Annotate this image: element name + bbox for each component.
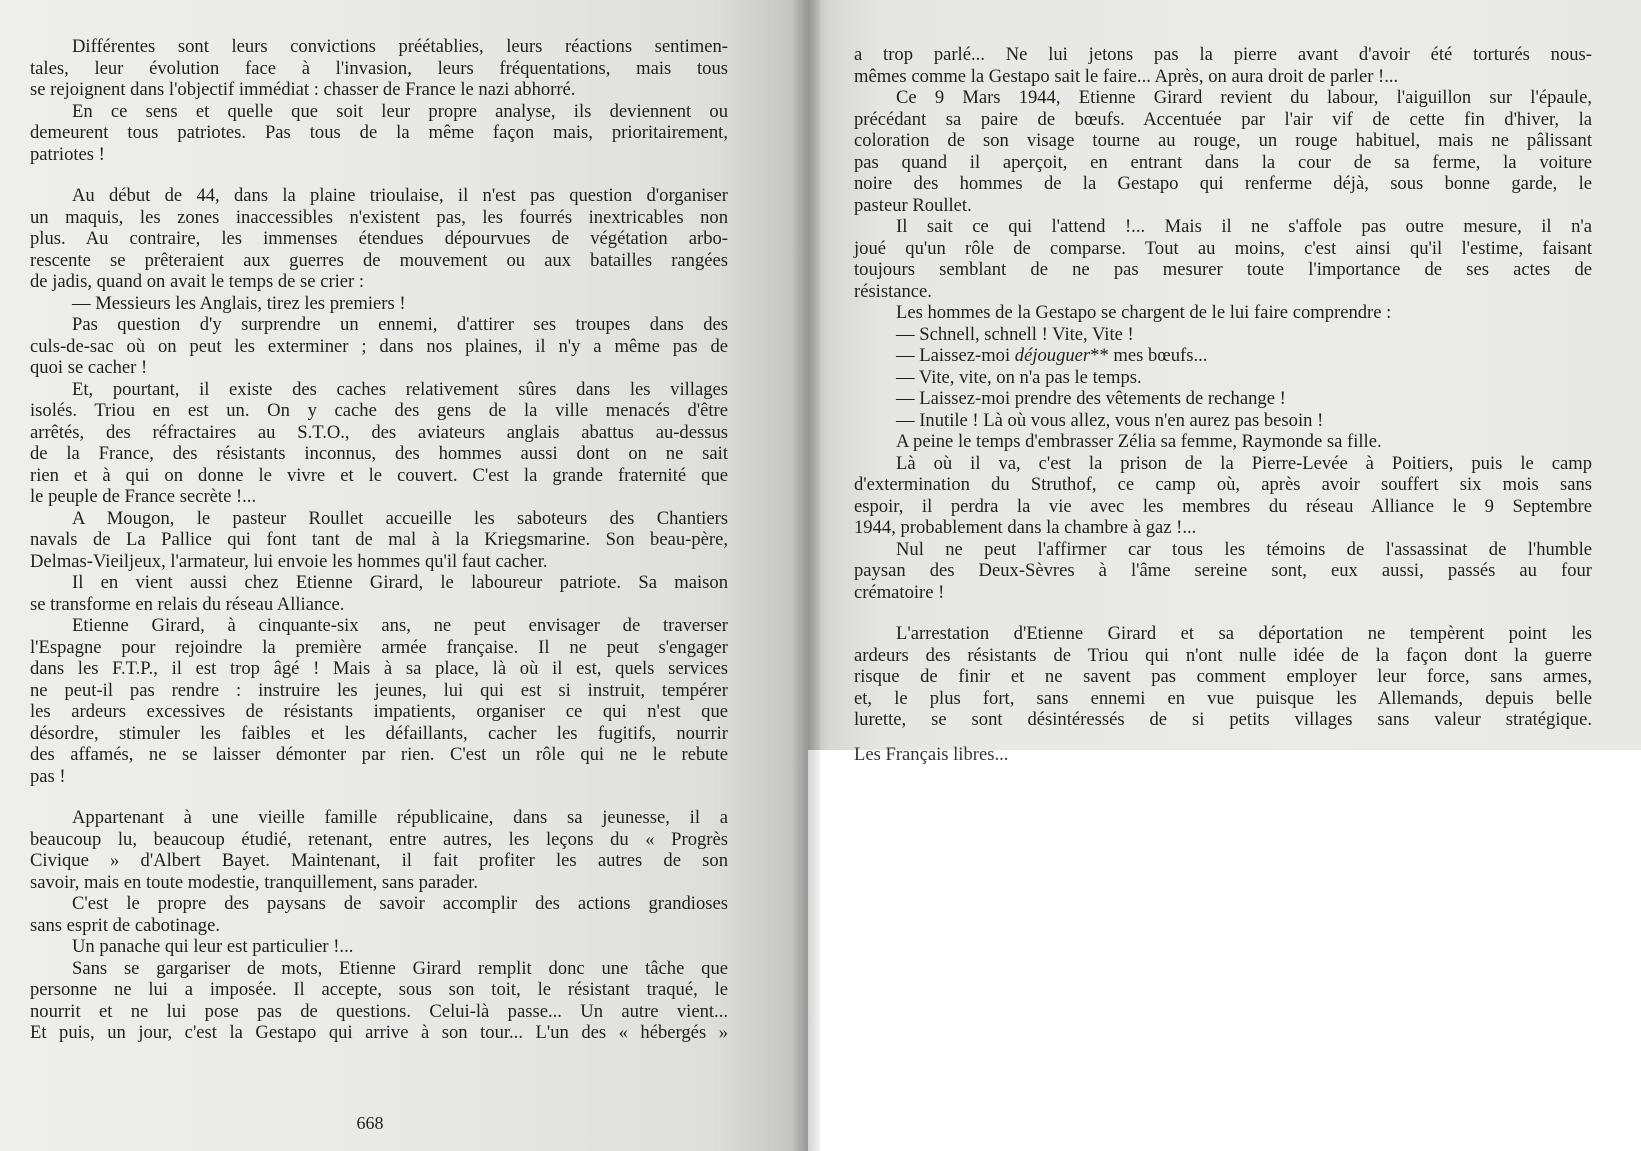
text-line: — Schnell, schnell ! Vite, Vite ! bbox=[896, 323, 1134, 345]
text-line: joué qu'un rôle de comparse. Tout au moins, c'est ainsi qu'il l'estime, faisant bbox=[854, 237, 1592, 259]
text-line: Ce 9 Mars 1944, Etienne Girard revient du labour, l'aiguillon sur l'épaule, bbox=[896, 87, 1592, 108]
text-line: Etienne Girard, à cinquante-six ans, ne peut envisager de traverser bbox=[72, 615, 728, 636]
text-line: noire des hommes de la Gestapo qui renferme déjà, sous bonne garde, le bbox=[854, 173, 1592, 194]
text-line: quoi se cacher ! bbox=[30, 357, 148, 378]
text-line: Civique » d'Albert Bayet. Maintenant, il fait profiter les autres de son bbox=[30, 850, 728, 871]
text-line: Et puis, un jour, c'est la Gestapo qui arrive à son tour... L'un des « hébergés » bbox=[30, 1022, 728, 1043]
paragraph-gap bbox=[30, 165, 728, 185]
text-line: a trop parlé... Ne lui jetons pas la pierre avant d'avoir été torturés nous- bbox=[854, 44, 1592, 65]
text-line: savoir, mais en toute modestie, tranquillement, sans parader. bbox=[30, 871, 478, 893]
text-line: rescente se prêteraient aux guerres de mouvement ou aux batailles rangées bbox=[30, 249, 728, 271]
text-line: rien et à qui on donne le vivre et le couvert. C'est la grande fraternité que bbox=[30, 464, 728, 486]
cutoff-line: Les Français libres... bbox=[854, 744, 1009, 765]
text-line: dans les F.T.P., il est trop âgé ! Mais à sa place, là où il est, quels services bbox=[30, 658, 728, 679]
paragraph-gap bbox=[854, 603, 1592, 623]
text-line: les ardeurs excessives de résistants impatients, organiser ce qui n'est que bbox=[30, 701, 728, 722]
text-line: Et, pourtant, il existe des caches relativement sûres dans les villages bbox=[72, 378, 728, 400]
text-line: pasteur Roullet. bbox=[854, 194, 972, 216]
text-line: demeurent tous patriotes. Pas tous de la même façon mais, prioritairement, bbox=[30, 122, 728, 143]
text-line: 1944, probablement dans la chambre à gaz !... bbox=[854, 517, 1197, 538]
text-line: Pas question d'y surprendre un ennemi, d'attirer ses troupes dans des bbox=[72, 314, 728, 335]
left-page-text bbox=[30, 36, 728, 1044]
text-line: patriotes ! bbox=[30, 143, 105, 165]
text-line: Là où il va, c'est la prison de la Pierre-Levée à Poitiers, puis le camp bbox=[896, 452, 1592, 474]
text-line: ardeurs des résistants de Triou qui n'ont nulle idée de la façon dont la guerre bbox=[854, 644, 1592, 666]
paragraph-gap bbox=[30, 787, 728, 807]
text-line: Il en vient aussi chez Etienne Girard, le laboureur patriote. Sa maison bbox=[72, 572, 728, 593]
text-line: ne peut-il pas rendre : instruire les jeunes, lui qui est si instruit, tempérer bbox=[30, 679, 728, 701]
text-line: Les hommes de la Gestapo se chargent de le lui faire comprendre : bbox=[896, 302, 1392, 323]
text-line: lurette, se sont désintéressés de si petits villages sans valeur stratégique. bbox=[854, 709, 1592, 730]
text-line: arrêtés, des réfractaires au S.T.O., des aviateurs anglais abattus au-dessus bbox=[30, 421, 728, 443]
text-line: — Messieurs les Anglais, tirez les premiers ! bbox=[72, 292, 406, 314]
text-line: A peine le temps d'embrasser Zélia sa femme, Raymonde sa fille. bbox=[896, 431, 1382, 452]
text-line: nourrit et ne lui pose pas de questions. Celui-là passe... Un autre vient... bbox=[30, 1000, 728, 1022]
text-line: beaucoup lu, beaucoup étudié, retenant, entre autres, les leçons du « Progrès bbox=[30, 828, 728, 850]
text-line: C'est le propre des paysans de savoir accomplir des actions grandioses bbox=[72, 893, 728, 914]
text-line: — Vite, vite, on n'a pas le temps. bbox=[896, 366, 1142, 388]
text-line: espoir, il perdra la vie avec les membres du réseau Alliance le 9 Septembre bbox=[854, 495, 1592, 517]
text-line: résistance. bbox=[854, 280, 932, 302]
text-line: toujours semblant de ne pas mesurer toute l'importance de ses actes de bbox=[854, 259, 1592, 280]
text-line: — Laissez-moi déjouguer** mes bœufs... bbox=[896, 345, 1208, 366]
text-line: l'Espagne pour rejoindre la première armée française. Il ne peut s'engager bbox=[30, 636, 728, 658]
text-line: le peuple de France secrète !... bbox=[30, 486, 257, 507]
text-line: — Laissez-moi prendre des vêtements de rechange ! bbox=[896, 388, 1286, 409]
text-line: crématoire ! bbox=[854, 581, 945, 603]
text-line: Un panache qui leur est particulier !... bbox=[72, 936, 354, 957]
text-line: tales, leur évolution face à l'invasion, leurs fréquentations, mais tous bbox=[30, 57, 728, 79]
text-line: précédant sa paire de bœufs. Accentuée par l'air vif de cette fin d'hiver, la bbox=[854, 108, 1592, 130]
text-line: risque de finir et ne savent pas comment employer leur force, sans armes, bbox=[854, 666, 1592, 687]
text-line: d'extermination du Struthof, ce camp où, après avoir souffert six mois sans bbox=[854, 474, 1592, 495]
text-line: Au début de 44, dans la plaine trioulaise, il n'est pas question d'organiser bbox=[72, 185, 728, 206]
text-line: coloration de son visage tourne au rouge, un rouge habituel, mais ne pâlissant bbox=[854, 130, 1592, 151]
text-line: de la France, des résistants inconnus, des hommes aussi dont on ne sait bbox=[30, 443, 728, 464]
text-line: pas quand il aperçoit, en entrant dans la cour de sa ferme, la voiture bbox=[854, 151, 1592, 173]
text-line: des affamés, ne se laisser démonter par rien. C'est un rôle qui ne le rebute bbox=[30, 744, 728, 765]
right-page bbox=[808, 0, 1641, 765]
text-line: paysan des Deux-Sèvres à l'âme sereine sont, eux aussi, passés au four bbox=[854, 560, 1592, 581]
text-line: — Inutile ! Là où vous allez, vous n'en aurez pas besoin ! bbox=[896, 409, 1324, 431]
text-line: culs-de-sac où on peut les exterminer ; dans nos plaines, il n'y a même pas de bbox=[30, 335, 728, 357]
text-line: un maquis, les zones inaccessibles n'existent pas, les fourrés inextricables non bbox=[30, 206, 728, 228]
text-line: plus. Au contraire, les immenses étendues dépourvues de végétation arbo- bbox=[30, 228, 728, 249]
text-line: isolés. Triou en est un. On y cache des gens de la ville menacés d'être bbox=[30, 400, 728, 421]
page-number: 668 bbox=[356, 1113, 384, 1133]
text-line: En ce sens et quelle que soit leur propre analyse, ils deviennent ou bbox=[72, 100, 728, 122]
text-line: se rejoignent dans l'objectif immédiat : chasser de France le nazi abhorré. bbox=[30, 79, 576, 100]
text-line: A Mougon, le pasteur Roullet accueille les saboteurs des Chantiers bbox=[72, 507, 728, 529]
text-line: Nul ne peut l'affirmer car tous les témoins de l'assassinat de l'humble bbox=[896, 538, 1592, 560]
text-line: pas ! bbox=[30, 765, 66, 787]
text-line: navals de La Pallice qui font tant de mal à la Kriegsmarine. Son beau-père, bbox=[30, 529, 728, 550]
right-page-text bbox=[854, 44, 1592, 731]
italic-term: déjouguer bbox=[1014, 345, 1091, 366]
text-line: Il sait ce qui l'attend !... Mais il ne s'affole pas outre mesure, il n'a bbox=[896, 216, 1592, 237]
text-line: L'arrestation d'Etienne Girard et sa déportation ne tempèrent point les bbox=[896, 623, 1592, 644]
text-line: désordre, stimuler les faibles et les défaillants, cacher les fugitifs, nourrir bbox=[30, 722, 728, 744]
text-line: se transforme en relais du réseau Alliance. bbox=[30, 593, 345, 615]
text-line: mêmes comme la Gestapo sait le faire... Après, on aura droit de parler !... bbox=[854, 65, 1399, 87]
text-line: personne ne lui a imposée. Il accepte, sous son toit, le résistant traqué, le bbox=[30, 979, 728, 1000]
left-page bbox=[0, 0, 808, 1151]
text-line: de jadis, quand on avait le temps de se crier : bbox=[30, 271, 365, 292]
text-line: et, le plus fort, sans ennemi en vue puisque les Allemands, depuis belle bbox=[854, 687, 1592, 709]
text-line: Sans se gargariser de mots, Etienne Girard remplit donc une tâche que bbox=[72, 957, 728, 979]
text-line: Appartenant à une vieille famille républicaine, dans sa jeunesse, il a bbox=[72, 807, 728, 828]
text-line: Différentes sont leurs convictions préétablies, leurs réactions sentimen- bbox=[72, 36, 728, 57]
text-line: sans esprit de cabotinage. bbox=[30, 914, 221, 936]
text-line: Delmas-Vieiljeux, l'armateur, lui envoie les hommes qu'il faut cacher. bbox=[30, 550, 548, 572]
